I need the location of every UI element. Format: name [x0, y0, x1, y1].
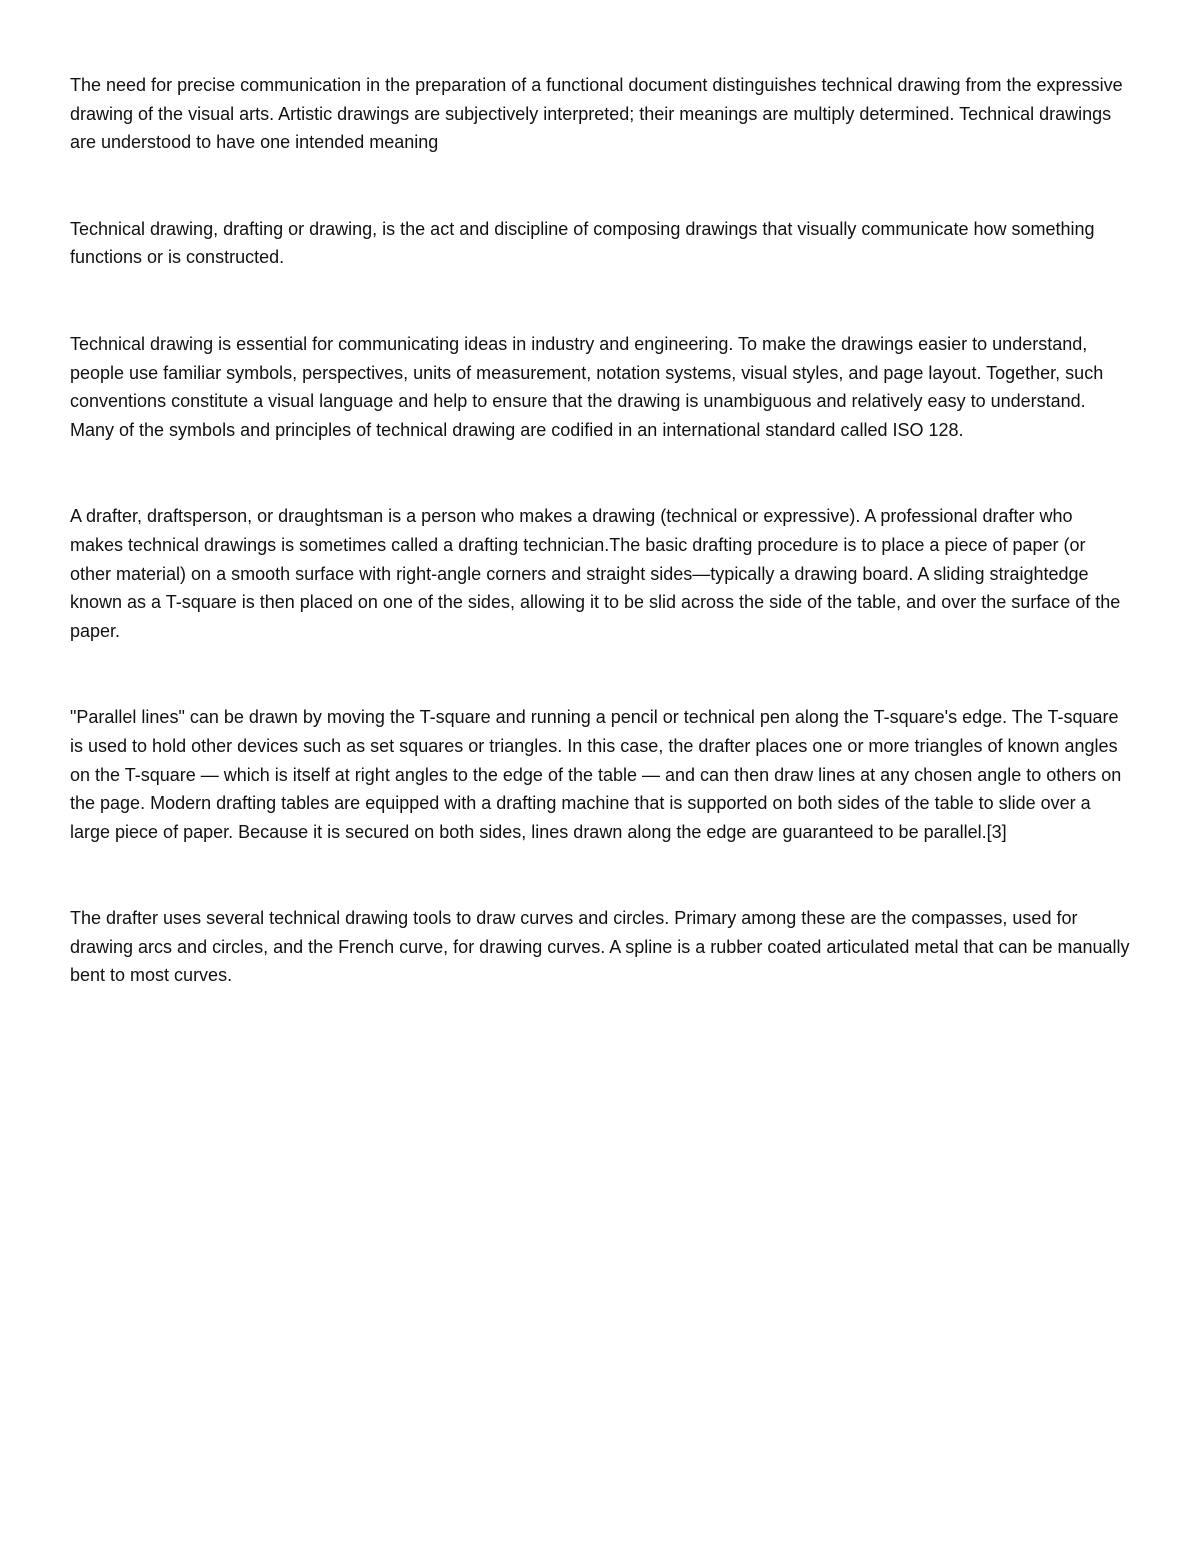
- paragraph-technical-vs-artistic: The need for precise communication in the preparation of a functional document distinguishes technical drawing from the expressive drawing of the visual arts. Artistic drawings are subjectively interpreted; their meanings are multiply determined. Technical drawings are understood to have one intended meaning: [70, 75, 1123, 153]
- paragraph-drafter: A drafter, draftsperson, or draughtsman is a person who makes a drawing (technical or expressive). A professional drafter who makes technical drawings is sometimes called a drafting technician.The basic drafting procedure is to place a piece of paper (or other material) on a smooth surface with right-angle corners and straight sides—typically a drawing board. A sliding straightedge known as a T-square is then placed on one of the sides, allowing it to be slid across the side of the table, and over the surface of the paper.: [70, 506, 1121, 641]
- document-body: [70, 71, 1130, 990]
- paragraph-parallel-lines: "Parallel lines" can be drawn by moving the T-square and running a pencil or technical pen along the T-square's edge. The T-square is used to hold other devices such as set squares or triangles. In this case, the drafter places one or more triangles of known angles on the T-square — which is itself at right angles to the edge of the table — and can then draw lines at any chosen angle to others on the page. Modern drafting tables are equipped with a drafting machine that is supported on both sides of the table to slide over a large piece of paper. Because it is secured on both sides, lines drawn along the edge are guaranteed to be parallel.[3]: [70, 707, 1122, 842]
- paragraph-conventions: Technical drawing is essential for communicating ideas in industry and engineering. To make the drawings easier to understand, people use familiar symbols, perspectives, units of measurement, notation systems, visual styles, and page layout. Together, such conventions constitute a visual language and help to ensure that the drawing is unambiguous and relatively easy to understand. Many of the symbols and principles of technical drawing are codified in an international standard called ISO 128.: [70, 333, 1104, 440]
- paragraph-drawing-tools: The drafter uses several technical drawing tools to draw curves and circles. Primary among these are the compasses, used for drawing arcs and circles, and the French curve, for drawing curves. A spline is a rubber coated articulated metal that can be manually bent to most curves.: [70, 908, 1130, 986]
- paragraph-definition: Technical drawing, drafting or drawing, is the act and discipline of composing drawings that visually communicate how something functions or is constructed.: [70, 218, 1095, 268]
